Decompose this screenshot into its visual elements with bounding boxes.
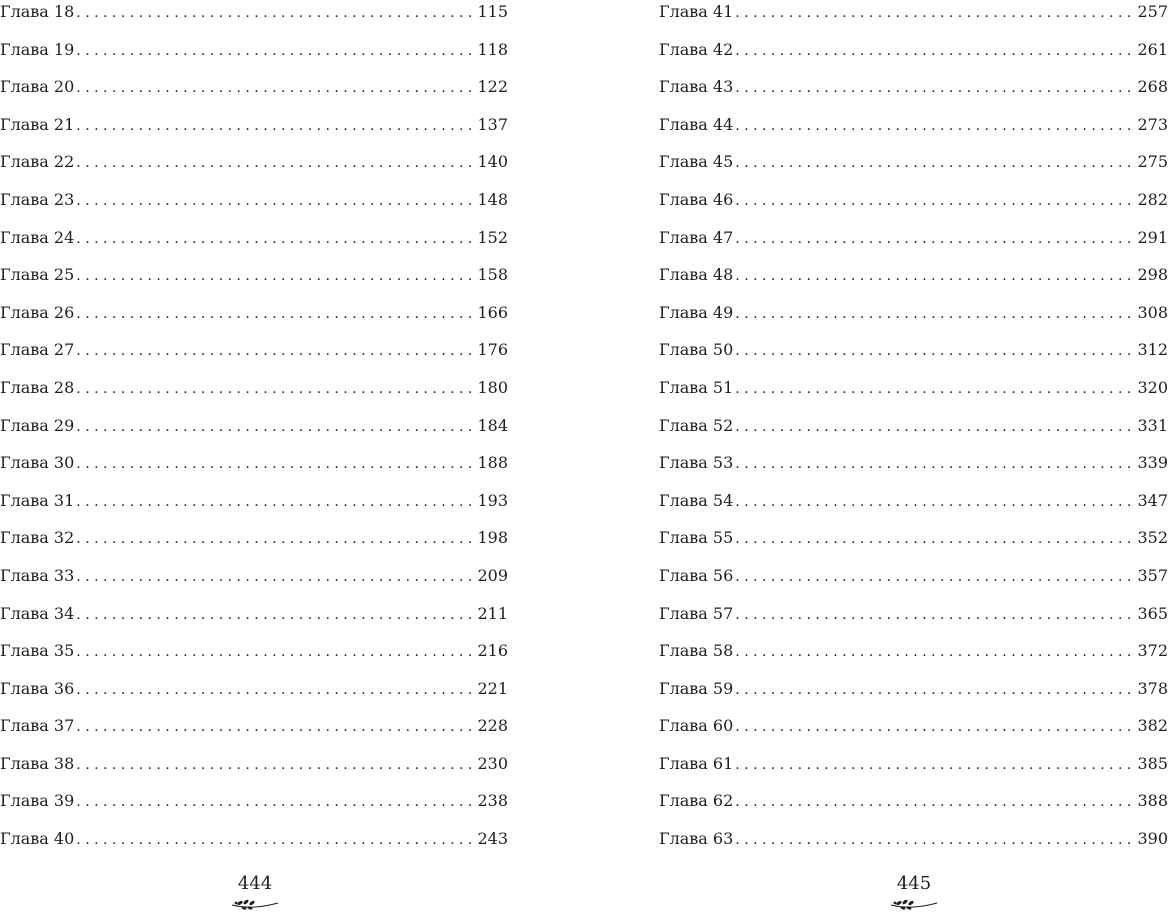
chapter-page-number: 198 [477, 528, 508, 548]
chapter-page-number: 238 [477, 791, 508, 811]
toc-entry [0, 38, 508, 76]
toc-entry [659, 338, 1168, 376]
chapter-page-number: 193 [477, 490, 508, 510]
toc-entry [659, 677, 1168, 715]
chapter-label: Глава 59 [659, 678, 734, 698]
dot-leader [735, 415, 1135, 439]
chapter-page-number: 388 [1137, 791, 1168, 811]
chapter-label: Глава 42 [659, 39, 734, 59]
toc-entry [659, 752, 1168, 790]
toc-entry [659, 414, 1168, 452]
chapter-page-number: 243 [477, 829, 508, 849]
chapter-page-number: 298 [1137, 265, 1168, 285]
chapter-page-number: 282 [1137, 189, 1168, 209]
toc-entry [0, 714, 508, 752]
chapter-label: Глава 49 [659, 302, 734, 322]
dot-leader [76, 76, 475, 100]
dot-leader [735, 715, 1135, 739]
chapter-label: Глава 21 [0, 114, 75, 134]
chapter-label: Глава 20 [0, 77, 75, 97]
chapter-page-number: 140 [477, 152, 508, 172]
chapter-page-number: 382 [1137, 716, 1168, 736]
toc-entry [659, 789, 1168, 827]
dot-leader [76, 678, 475, 702]
chapter-page-number: 378 [1137, 678, 1168, 698]
chapter-page-number: 221 [477, 678, 508, 698]
toc-entry [659, 639, 1168, 677]
chapter-label: Глава 37 [0, 716, 75, 736]
dot-leader [76, 715, 475, 739]
dot-leader [76, 527, 475, 551]
dot-leader [735, 339, 1135, 363]
toc-entry [659, 226, 1168, 264]
toc-entry [0, 677, 508, 715]
chapter-label: Глава 26 [0, 302, 75, 322]
dot-leader [735, 39, 1135, 63]
toc-entry [659, 376, 1168, 414]
chapter-page-number: 211 [477, 603, 508, 623]
chapter-label: Глава 38 [0, 753, 75, 773]
dot-leader [735, 264, 1135, 288]
chapter-page-number: 257 [1137, 2, 1168, 21]
chapter-page-number: 188 [477, 453, 508, 473]
toc-entry [0, 752, 508, 790]
chapter-label: Глава 19 [0, 39, 75, 59]
left-page [0, 0, 508, 913]
dot-leader [76, 227, 475, 251]
chapter-page-number: 166 [477, 302, 508, 322]
chapter-page-number: 152 [477, 227, 508, 247]
chapter-label: Глава 28 [0, 377, 75, 397]
toc-entry [659, 0, 1168, 38]
chapter-page-number: 275 [1137, 152, 1168, 172]
dot-leader [76, 377, 475, 401]
chapter-label: Глава 25 [0, 265, 75, 285]
dot-leader [76, 114, 475, 138]
chapter-label: Глава 54 [659, 490, 734, 510]
dot-leader [735, 151, 1135, 175]
chapter-page-number: 261 [1137, 39, 1168, 59]
dot-leader [735, 189, 1135, 213]
chapter-label: Глава 23 [0, 189, 75, 209]
chapter-label: Глава 22 [0, 152, 75, 172]
toc-entry [659, 714, 1168, 752]
chapter-page-number: 118 [477, 39, 508, 59]
toc-entry [0, 75, 508, 113]
chapter-page-number: 385 [1137, 753, 1168, 773]
dot-leader [735, 76, 1135, 100]
chapter-label: Глава 45 [659, 152, 734, 172]
toc-entry [0, 827, 508, 865]
dot-leader [735, 753, 1135, 777]
chapter-label: Глава 32 [0, 528, 75, 548]
chapter-page-number: 347 [1137, 490, 1168, 510]
toc-entry [0, 376, 508, 414]
dot-leader [735, 114, 1135, 138]
leafy-branch-icon [889, 894, 939, 910]
chapter-page-number: 357 [1137, 565, 1168, 585]
chapter-label: Глава 36 [0, 678, 75, 698]
chapter-page-number: 339 [1137, 453, 1168, 473]
chapter-page-number: 365 [1137, 603, 1168, 623]
chapter-page-number: 291 [1137, 227, 1168, 247]
chapter-page-number: 209 [477, 565, 508, 585]
toc-entry [0, 639, 508, 677]
toc-entry [659, 301, 1168, 339]
toc-entry [0, 301, 508, 339]
toc-entry [0, 188, 508, 226]
dot-leader [735, 565, 1135, 589]
chapter-label: Глава 61 [659, 753, 734, 773]
dot-leader [76, 828, 475, 852]
dot-leader [76, 640, 475, 664]
dot-leader [735, 452, 1135, 476]
dot-leader [735, 227, 1135, 251]
chapter-label: Глава 46 [659, 189, 734, 209]
chapter-label: Глава 27 [0, 340, 75, 360]
dot-leader [76, 790, 475, 814]
dot-leader [735, 1, 1135, 25]
dot-leader [735, 302, 1135, 326]
chapter-page-number: 390 [1137, 829, 1168, 849]
chapter-label: Глава 50 [659, 340, 734, 360]
chapter-page-number: 158 [477, 265, 508, 285]
chapter-page-number: 180 [477, 377, 508, 397]
chapter-page-number: 273 [1137, 114, 1168, 134]
chapter-label: Глава 24 [0, 227, 75, 247]
dot-leader [735, 640, 1135, 664]
chapter-label: Глава 33 [0, 565, 75, 585]
dot-leader [735, 828, 1135, 852]
dot-leader [76, 565, 475, 589]
chapter-page-number: 308 [1137, 302, 1168, 322]
chapter-page-number: 331 [1137, 415, 1168, 435]
toc-entry [0, 564, 508, 602]
dot-leader [735, 603, 1135, 627]
table-of-contents-left [0, 0, 508, 865]
chapter-page-number: 228 [477, 716, 508, 736]
chapter-page-number: 312 [1137, 340, 1168, 360]
toc-entry [659, 75, 1168, 113]
dot-leader [76, 302, 475, 326]
dot-leader [76, 264, 475, 288]
chapter-label: Глава 41 [659, 2, 734, 21]
toc-entry [0, 526, 508, 564]
chapter-page-number: 268 [1137, 77, 1168, 97]
toc-entry [0, 489, 508, 527]
toc-entry [659, 602, 1168, 640]
chapter-label: Глава 63 [659, 829, 734, 849]
toc-entry [0, 226, 508, 264]
toc-entry [0, 150, 508, 188]
toc-entry [659, 451, 1168, 489]
chapter-page-number: 184 [477, 415, 508, 435]
chapter-label: Глава 55 [659, 528, 734, 548]
chapter-label: Глава 44 [659, 114, 734, 134]
folio-number: 445 [896, 873, 932, 894]
chapter-label: Глава 53 [659, 453, 734, 473]
chapter-label: Глава 35 [0, 641, 75, 661]
toc-entry [0, 789, 508, 827]
dot-leader [76, 415, 475, 439]
toc-entry [0, 338, 508, 376]
chapter-page-number: 137 [477, 114, 508, 134]
toc-entry [0, 414, 508, 452]
chapter-label: Глава 52 [659, 415, 734, 435]
toc-entry [659, 564, 1168, 602]
toc-entry [659, 188, 1168, 226]
toc-entry [659, 150, 1168, 188]
dot-leader [76, 452, 475, 476]
chapter-label: Глава 60 [659, 716, 734, 736]
toc-entry [659, 489, 1168, 527]
chapter-label: Глава 56 [659, 565, 734, 585]
toc-entry [659, 263, 1168, 301]
toc-entry [659, 827, 1168, 865]
leafy-branch-icon [230, 894, 280, 910]
page-number-right [879, 874, 949, 910]
dot-leader [735, 377, 1135, 401]
chapter-page-number: 115 [477, 2, 508, 21]
toc-entry [0, 113, 508, 151]
chapter-page-number: 352 [1137, 528, 1168, 548]
toc-entry [0, 451, 508, 489]
chapter-label: Глава 40 [0, 829, 75, 849]
dot-leader [76, 490, 475, 514]
dot-leader [76, 39, 475, 63]
toc-entry [0, 0, 508, 38]
toc-entry [0, 263, 508, 301]
table-of-contents-right [659, 0, 1168, 865]
chapter-label: Глава 31 [0, 490, 75, 510]
chapter-page-number: 122 [477, 77, 508, 97]
dot-leader [76, 339, 475, 363]
dot-leader [735, 678, 1135, 702]
chapter-label: Глава 29 [0, 415, 75, 435]
chapter-label: Глава 34 [0, 603, 75, 623]
chapter-label: Глава 57 [659, 603, 734, 623]
chapter-label: Глава 30 [0, 453, 75, 473]
chapter-label: Глава 58 [659, 641, 734, 661]
toc-entry [659, 38, 1168, 76]
dot-leader [76, 603, 475, 627]
dot-leader [735, 790, 1135, 814]
right-page [659, 0, 1168, 913]
dot-leader [735, 490, 1135, 514]
chapter-label: Глава 62 [659, 791, 734, 811]
dot-leader [76, 753, 475, 777]
dot-leader [76, 151, 475, 175]
dot-leader [76, 189, 475, 213]
chapter-page-number: 320 [1137, 377, 1168, 397]
chapter-label: Глава 39 [0, 791, 75, 811]
chapter-page-number: 148 [477, 189, 508, 209]
chapter-label: Глава 18 [0, 2, 75, 21]
chapter-page-number: 216 [477, 641, 508, 661]
dot-leader [735, 527, 1135, 551]
dot-leader [76, 1, 475, 25]
chapter-label: Глава 47 [659, 227, 734, 247]
toc-entry [0, 602, 508, 640]
toc-entry [659, 113, 1168, 151]
chapter-label: Глава 51 [659, 377, 734, 397]
chapter-label: Глава 48 [659, 265, 734, 285]
toc-entry [659, 526, 1168, 564]
chapter-page-number: 230 [477, 753, 508, 773]
chapter-label: Глава 43 [659, 77, 734, 97]
chapter-page-number: 372 [1137, 641, 1168, 661]
page-number-left [220, 874, 290, 910]
folio-number: 444 [237, 873, 273, 894]
chapter-page-number: 176 [477, 340, 508, 360]
